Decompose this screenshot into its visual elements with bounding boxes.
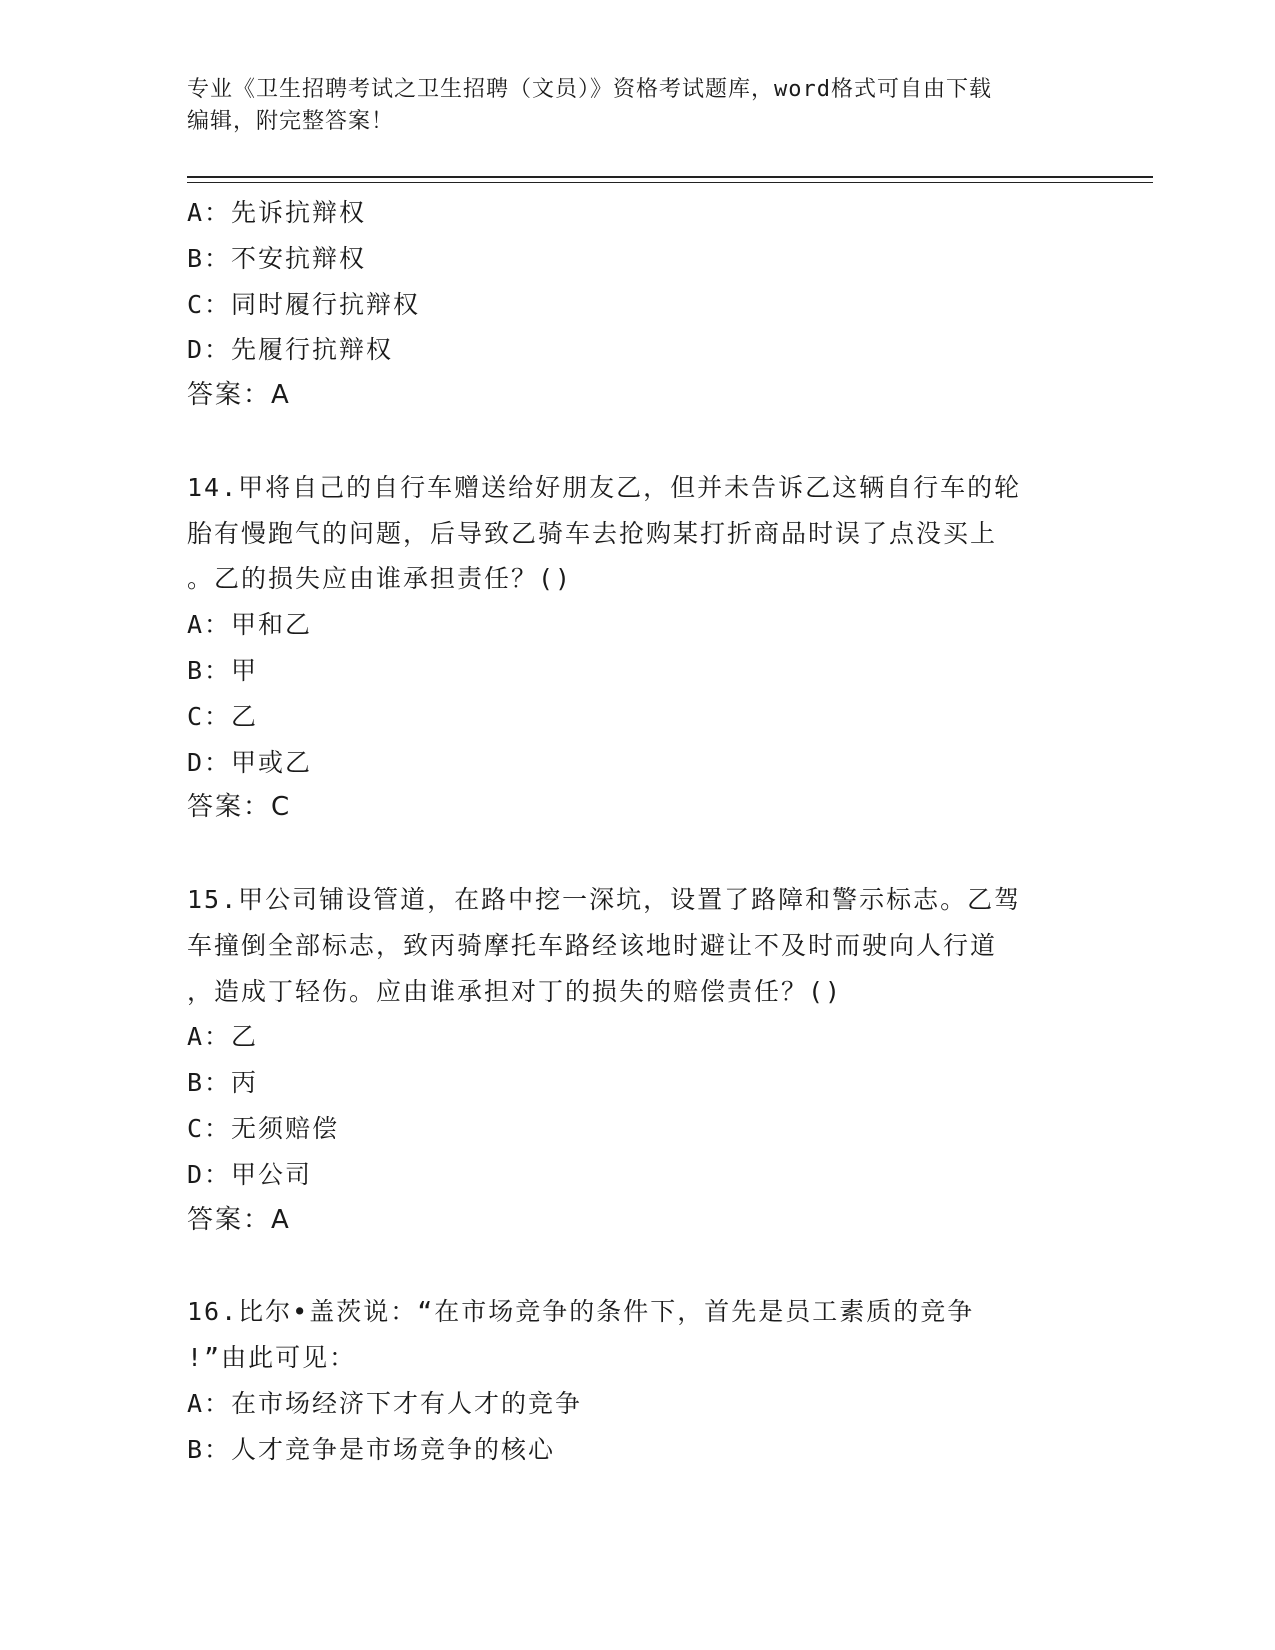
option-a: A：乙 bbox=[187, 1022, 259, 1052]
option-b: B：人才竞争是市场竞争的核心 bbox=[187, 1434, 556, 1464]
question-list bbox=[187, 190, 1067, 1472]
answer: 答案：A bbox=[187, 380, 291, 411]
question-text-line: 14.甲将自己的自行车赠送给好朋友乙，但并未告诉乙这辆自行车的轮 bbox=[187, 472, 1022, 502]
spacer bbox=[187, 831, 1067, 877]
option-d: D：先履行抗辩权 bbox=[187, 335, 394, 365]
option-c: C：乙 bbox=[187, 701, 259, 731]
option-b: B：不安抗辩权 bbox=[187, 243, 367, 273]
question-text-line: ，造成丁轻伤。应由谁承担对丁的损失的赔偿责任？() bbox=[187, 976, 843, 1006]
header-line-2: 编辑，附完整答案！ bbox=[187, 109, 395, 134]
question-text-line: 胎有慢跑气的问题，后导致乙骑车去抢购某打折商品时误了点没买上 bbox=[187, 518, 998, 548]
option-a: A：在市场经济下才有人才的竞争 bbox=[187, 1388, 583, 1418]
option-c: C：无须赔偿 bbox=[187, 1113, 340, 1143]
header-rule-thick bbox=[187, 176, 1153, 178]
question-14 bbox=[187, 465, 1067, 831]
header-line-1: 专业《卫生招聘考试之卫生招聘（文员）》资格考试题库，word格式可自由下载 bbox=[187, 77, 992, 102]
question-text-line: !”由此可见： bbox=[187, 1342, 357, 1372]
spacer bbox=[187, 419, 1067, 465]
spacer bbox=[187, 1243, 1067, 1289]
document-header bbox=[187, 74, 1087, 138]
question-13 bbox=[187, 190, 1067, 419]
header-rule-thin bbox=[187, 182, 1153, 183]
answer: 答案：A bbox=[187, 1204, 291, 1235]
question-text-line: 15.甲公司铺设管道，在路中挖一深坑，设置了路障和警示标志。乙驾 bbox=[187, 884, 1022, 914]
answer: 答案：C bbox=[187, 792, 292, 823]
option-b: B：丙 bbox=[187, 1068, 259, 1098]
question-16 bbox=[187, 1289, 1067, 1472]
option-c: C：同时履行抗辩权 bbox=[187, 289, 421, 319]
option-d: D：甲公司 bbox=[187, 1159, 313, 1189]
option-b: B：甲 bbox=[187, 655, 259, 685]
option-d: D：甲或乙 bbox=[187, 747, 313, 777]
option-a: A：先诉抗辩权 bbox=[187, 198, 367, 227]
question-text-line: 。乙的损失应由谁承担责任？() bbox=[187, 564, 573, 594]
question-text-line: 16.比尔•盖茨说：“在市场竞争的条件下，首先是员工素质的竞争 bbox=[187, 1297, 975, 1327]
question-text-line: 车撞倒全部标志，致丙骑摩托车路经该地时避让不及时而驶向人行道 bbox=[187, 930, 998, 960]
option-a: A：甲和乙 bbox=[187, 610, 313, 640]
question-15 bbox=[187, 877, 1067, 1243]
